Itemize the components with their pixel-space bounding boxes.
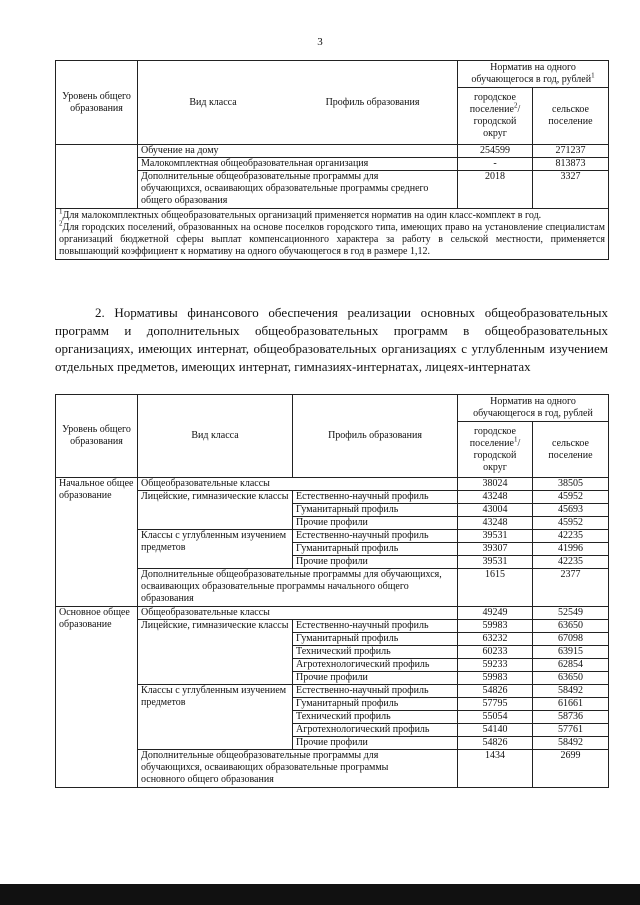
header-level: Уровень общего образования [56,61,138,145]
level-basic: Основное общее образование [56,607,138,788]
class-advanced: Классы с углубленным изучением предметов [138,685,293,750]
norms-table-1: Уровень общего образования Вид класса Профиль образования Норматив на одного обучающегося в год, рублей$^1$ городское поселение$^2$/ городской округ сельское поселение Обучение на дому 254599 271237 Малокомплектная общеобразовательная организация - 813873 Дополнительные общеобразовательные программы для обучающихся, осваивающих образовательные программы среднего общего образования 2018 3327 $^1$Для малокомплектных общеобразовательных организаций применяется норматив на один класс-комплект в год. $^2$Для городских поселений, образованных на основе поселков городского типа, имеющих право на установление специалистам организаций бюджетной сферы выплат компенсационного характера за работу в сельской местности, применяется повышающий коэффициент к нормативу на одного обучающегося в год в размере 1,12. [55,60,609,260]
class-lyceum: Лицейские, гимназические классы [138,491,293,530]
header-profile: Профиль образования [325,96,420,108]
footnote-2: $^2$Для городских поселений, образованных на основе поселков городского типа, имеющих право на установление специалистам организаций бюджетной сферы выплат компенсационного характера за работу в сельской местности, применяется повышающий коэффициент к нормативу на одного обучающегося в год в размере 1,12. [59,219,605,257]
level-primary: Начальное общее образование [56,478,138,607]
header-urban: городское поселение$^2$/ городской округ [458,88,533,145]
norms-table-2: Уровень общего образования Вид класса Профиль образования Норматив на одного обучающегося в год, рублей городское поселение$^1$/ городской округ сельское поселение Начальное общее образование Общеобразовательные классы 38024 38505 Лицейские, гимназические классы Естественно-научный профиль 43248 45952 Гуманитарный профиль 43004 45693 Прочие профили 43248 45952 Классы с углубленным изучением предметов Естественно-научный профиль 39531 42235 Гуманитарный профиль 39307 41996 Прочие профили 39531 42235 Дополнительные общеобразовательные программы для обучающихся, осваивающих образовательные программы начального общего образования 1615 2377 Основное общее образование Общеобразовательные классы 49249 52549 Лицейские, гимназические классы Естественно-научный профиль 59983 63650 Гуманитарный профиль 63232 67098 Технический профиль 60233 63915 Агротехнологический профиль 59233 62854 Прочие профили 59983 63650 Классы с углубленным изучением предметов Естественно-научный профиль 54826 58492 Гуманитарный профиль 57795 61661 Технический профиль 55054 58736 Агротехнологический профиль 54140 57761 Прочие профили 54826 58492 Дополнительные общеобразовательные программы для обучающихся, осваивающих образовательные программы основного общего образования 1434 2699 [55,394,609,788]
page-number: 3 [317,36,323,48]
row-extra-primary: Дополнительные общеобразовательные программы для обучающихся, осваивающих образовательные программы начального общего образования [138,569,458,607]
t2-header-profile: Профиль образования [293,395,458,478]
t2-header-rural: сельское поселение [533,422,609,478]
class-lyceum: Лицейские, гимназические классы [138,620,293,685]
t2-header-level: Уровень общего образования [56,395,138,478]
t2-header-class-type: Вид класса [138,395,293,478]
t2-header-norm: Норматив на одного обучающегося в год, рублей [458,395,609,422]
class-advanced: Классы с углубленным изучением предметов [138,530,293,569]
footnotes [56,209,609,260]
section-2-heading: 2. Нормативы финансового обеспечения реализации основных общеобразовательных программ и дополнительных общеобразовательных программ в общеобразовательных организациях, имеющих интернат, общеобразовательных организациях с углубленным изучением отдельных предметов, имеющих интернат, гимназиях-интернатах, лицеях-интернатах [55,305,609,374]
row-small-org: Малокомплектная общеобразовательная организация [138,158,458,171]
row-extra-basic: Дополнительные общеобразовательные программы для обучающихся, осваивающих образовательные программы основного общего образования [138,750,458,788]
scan-edge [0,884,640,905]
row-extra-programs: Дополнительные общеобразовательные программы для обучающихся, осваивающих образовательные программы среднего общего образования [138,171,458,209]
level-empty [56,145,138,209]
header-rural: сельское поселение [533,88,609,145]
row-home: Обучение на дому [138,145,458,158]
t2-header-urban: городское поселение$^1$/ городской округ [458,422,533,478]
header-class-type: Вид класса [189,96,237,108]
header-class-profile [138,61,458,145]
table-row: Общеобразовательные классы [138,478,458,491]
footnote-1: $^1$Для малокомплектных общеобразовательных организаций применяется норматив на один класс-комплект в год. [59,207,542,221]
header-norm: Норматив на одного обучающегося в год, рублей$^1$ [458,61,609,88]
table-row: Общеобразовательные классы [138,607,458,620]
